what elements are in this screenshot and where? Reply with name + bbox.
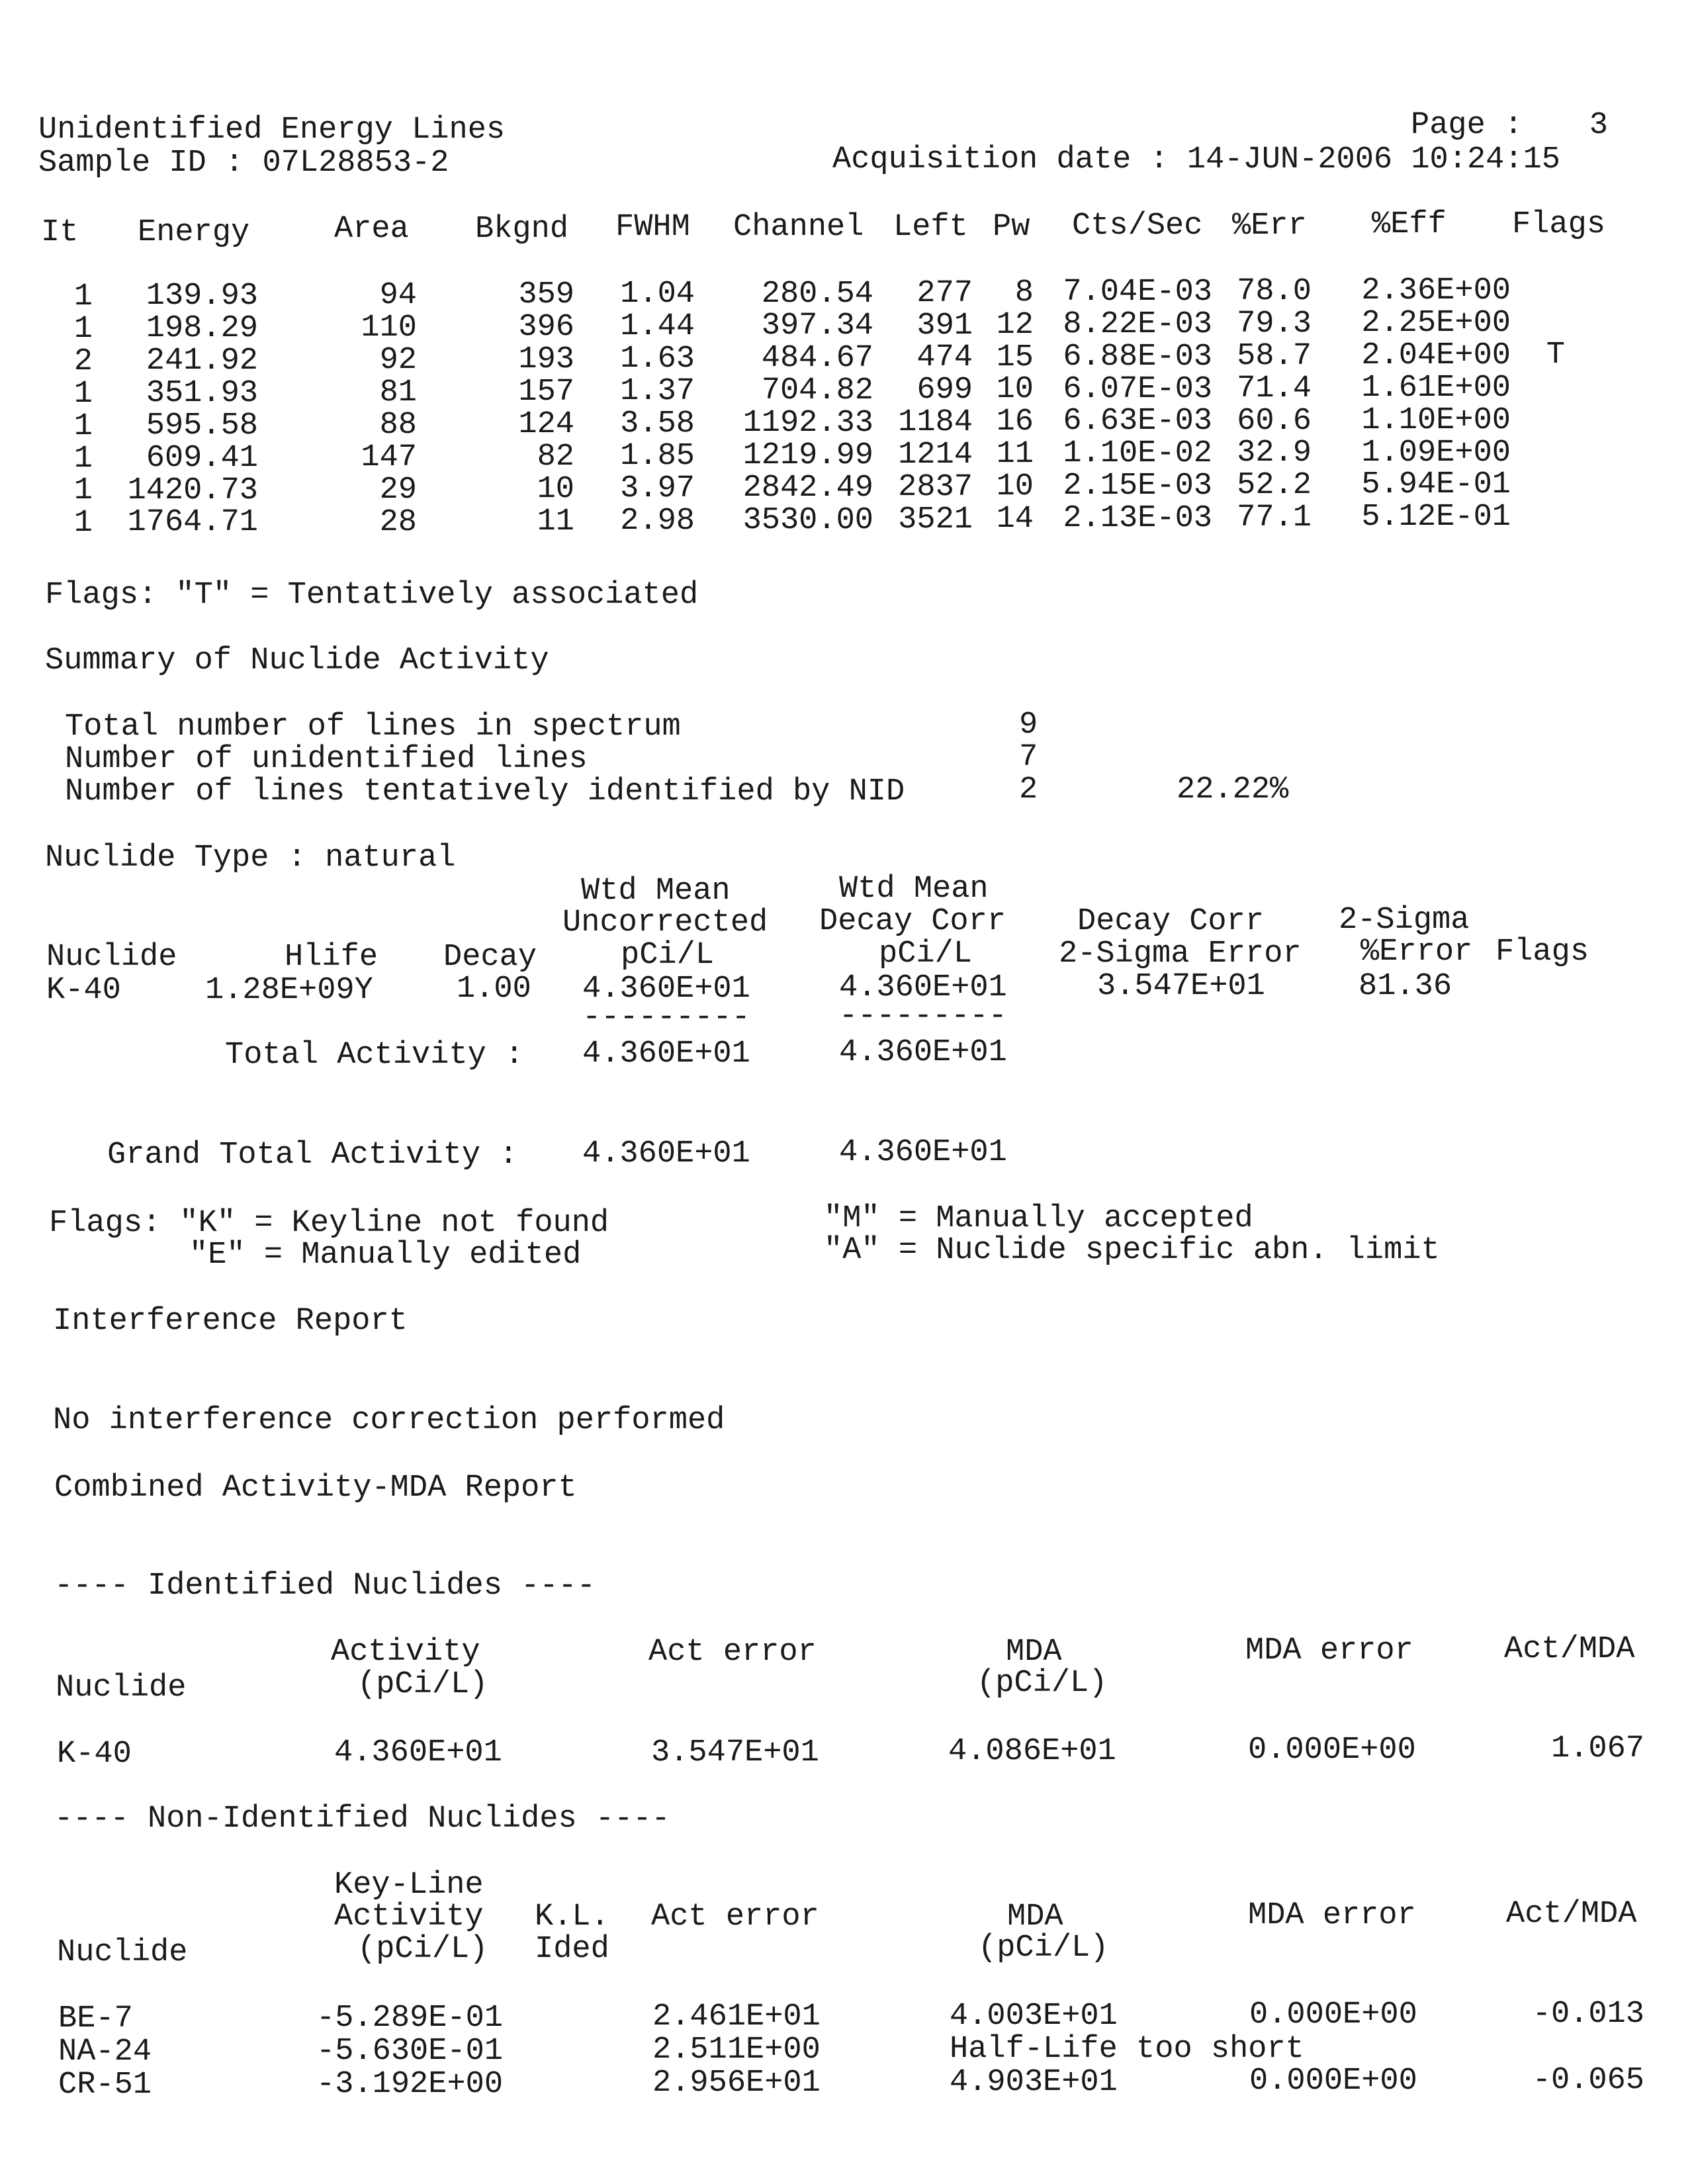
id-mda-error-header: MDA error	[1245, 1633, 1413, 1668]
flags-note-tentative: Flags: "T" = Tentatively associated	[45, 578, 699, 613]
nid-mda-header-2: (pCi/L)	[978, 1931, 1109, 1966]
nid-mda-header-1: MDA	[1007, 1899, 1063, 1934]
grand-total-decay-corr: 4.360E+01	[839, 1135, 1007, 1170]
total-activity-decay-corr: 4.360E+01	[839, 1035, 1007, 1070]
cell-energy: 609.41	[146, 440, 258, 476]
nid-row-nuclide: BE-7	[58, 2001, 133, 2036]
cell-err: 71.4	[1237, 371, 1312, 406]
total-activity-label: Total Activity :	[225, 1038, 524, 1073]
cell-left: 391	[916, 308, 973, 343]
cell-pw: 10	[996, 469, 1034, 505]
id-act-error-header: Act error	[648, 1635, 817, 1670]
id-row-mda-error: 0.000E+00	[1248, 1733, 1416, 1768]
cell-cts-sec: 6.07E-03	[1063, 371, 1212, 407]
col-header-it: It	[41, 215, 79, 250]
col-header-bkgnd: Bkgnd	[475, 212, 569, 247]
cell-area: 110	[361, 310, 417, 346]
hlife-header: Hlife	[285, 940, 379, 975]
cell-eff: 5.12E-01	[1361, 500, 1511, 535]
cell-eff: 2.25E+00	[1361, 305, 1511, 341]
cell-area: 29	[379, 472, 417, 508]
nid-row-act-error: 2.511E+00	[652, 2032, 821, 2068]
cell-bkgnd: 11	[537, 504, 574, 539]
cell-fwhm: 1.85	[620, 438, 695, 474]
total-activity-uncorrected: 4.360E+01	[582, 1036, 750, 1071]
col-header-channel: Channel	[733, 210, 864, 245]
cell-cts-sec: 6.88E-03	[1063, 339, 1212, 375]
cell-it: 1	[73, 473, 93, 509]
cell-fwhm: 1.37	[620, 374, 695, 410]
nid-row-mda: 4.903E+01	[950, 2064, 1118, 2100]
nid-keyline-header-1: Key-Line	[334, 1868, 484, 1903]
nid-keyline-header-2: Activity	[334, 1899, 484, 1934]
col-header-left: Left	[893, 210, 968, 245]
id-row-act-mda: 1.067	[1550, 1731, 1644, 1766]
cell-energy: 198.29	[146, 311, 258, 346]
report-title: Unidentified Energy Lines	[38, 113, 506, 148]
cell-left: 1184	[898, 405, 973, 441]
id-mda-header-2: (pCi/L)	[977, 1666, 1108, 1701]
nid-kl-ided-header-1: K.L.	[535, 1899, 609, 1934]
col-header-flags: Flags	[1512, 207, 1606, 242]
cell-err: 32.9	[1237, 435, 1312, 471]
cell-pw: 12	[996, 307, 1034, 343]
row-sigma-pct: 81.36	[1359, 969, 1452, 1004]
cell-pw: 11	[996, 437, 1034, 473]
acquisition-date: Acquisition date : 14-JUN-2006 10:24:15	[832, 142, 1560, 177]
flag-abn-limit: "A" = Nuclide specific abn. limit	[824, 1233, 1440, 1268]
cell-err: 79.3	[1237, 306, 1312, 341]
cell-bkgnd: 396	[518, 310, 574, 345]
tentative-lines-percent: 22.22%	[1177, 772, 1289, 807]
summary-title: Summary of Nuclide Activity	[45, 643, 549, 678]
cell-it: 2	[73, 343, 93, 379]
cell-left: 3521	[898, 502, 973, 537]
cell-channel: 280.54	[761, 276, 873, 312]
decay-corr-header-2: Decay Corr	[819, 904, 1006, 939]
cell-energy: 139.93	[146, 279, 258, 314]
total-lines-label: Total number of lines in spectrum	[65, 709, 681, 745]
cell-bkgnd: 359	[518, 277, 574, 313]
cell-it: 1	[73, 408, 93, 444]
cell-fwhm: 2.98	[620, 503, 695, 539]
page-number: 3	[1589, 108, 1608, 143]
cell-it: 1	[73, 311, 93, 347]
nid-row-act-mda: -0.065	[1532, 2062, 1644, 2098]
cell-it: 1	[73, 279, 93, 314]
cell-channel: 397.34	[761, 308, 873, 344]
cell-channel: 484.67	[761, 341, 873, 377]
cell-channel: 3530.00	[742, 502, 873, 538]
cell-cts-sec: 7.04E-03	[1063, 274, 1212, 310]
nid-row-act-error: 2.956E+01	[652, 2066, 821, 2101]
identified-nuclides-heading: ---- Identified Nuclides ----	[54, 1569, 596, 1604]
cell-eff: 2.04E+00	[1361, 338, 1511, 373]
nid-row-mda: Half-Life too short	[950, 2031, 1304, 2067]
total-lines-value: 9	[1019, 707, 1038, 743]
id-nuclide-header: Nuclide	[56, 1670, 187, 1706]
uncorrected-header-1: Wtd Mean	[581, 874, 731, 909]
cell-bkgnd: 82	[537, 439, 574, 475]
cell-pw: 10	[996, 372, 1034, 408]
nid-row-mda-error: 0.000E+00	[1249, 2064, 1417, 2099]
nid-row-keyline-activity: -5.630E-01	[316, 2033, 504, 2069]
decay-corr-divider: ---------	[839, 999, 1007, 1034]
sigma-pct-header-2: %Error	[1360, 934, 1473, 970]
cell-energy: 595.58	[146, 408, 258, 443]
cell-area: 92	[379, 343, 417, 378]
nid-row-mda: 4.003E+01	[950, 1998, 1118, 2034]
cell-energy: 1420.73	[127, 473, 258, 508]
cell-fwhm: 1.04	[620, 277, 695, 312]
cell-eff: 5.94E-01	[1361, 467, 1511, 503]
cell-left: 474	[916, 340, 973, 376]
tentative-lines-value: 2	[1019, 772, 1038, 807]
col-header-fwhm: FWHM	[615, 210, 690, 245]
row-hlife: 1.28E+09Y	[205, 973, 373, 1008]
grand-total-uncorrected: 4.360E+01	[582, 1136, 750, 1171]
uncorrected-header-3: pCi/L	[621, 938, 715, 973]
cell-area: 28	[379, 504, 417, 540]
col-header-cts-sec: Cts/Sec	[1072, 208, 1203, 244]
cell-it: 1	[73, 441, 93, 477]
unidentified-lines-label: Number of unidentified lines	[65, 742, 588, 777]
decay-corr-header-1: Wtd Mean	[839, 872, 989, 907]
nid-row-nuclide: NA-24	[58, 2034, 152, 2070]
cell-left: 277	[916, 275, 973, 311]
cell-flag: T	[1546, 337, 1565, 373]
row-decay: 1.00	[457, 972, 531, 1007]
col-header-err: %Err	[1232, 208, 1307, 244]
cell-channel: 2842.49	[742, 470, 873, 506]
cell-area: 88	[379, 407, 417, 443]
uncorrected-divider: ---------	[582, 1000, 750, 1035]
col-header-eff: %Eff	[1372, 207, 1447, 242]
flag-keyline-not-found: Flags: "K" = Keyline not found	[49, 1206, 609, 1241]
activity-flags-header: Flags	[1495, 934, 1589, 970]
cell-pw: 8	[1014, 275, 1034, 310]
nid-row-mda-error: 0.000E+00	[1249, 1997, 1417, 2032]
row-nuclide: K-40	[46, 973, 121, 1008]
sigma-error-header-1: Decay Corr	[1077, 904, 1265, 939]
col-header-pw: Pw	[993, 210, 1030, 245]
cell-pw: 15	[996, 340, 1034, 375]
nid-row-keyline-activity: -5.289E-01	[316, 2000, 504, 2036]
col-header-area: Area	[334, 212, 409, 247]
id-row-nuclide: K-40	[57, 1737, 132, 1772]
nid-row-act-mda: -0.013	[1532, 1996, 1644, 2032]
cell-err: 77.1	[1237, 500, 1312, 536]
nid-nuclide-header: Nuclide	[57, 1935, 188, 1970]
cell-area: 94	[379, 278, 417, 314]
id-row-mda: 4.086E+01	[948, 1734, 1116, 1769]
unidentified-lines-value: 7	[1019, 740, 1038, 775]
sample-id: Sample ID : 07L28853-2	[38, 146, 449, 181]
cell-fwhm: 3.97	[620, 471, 695, 506]
cell-it: 1	[73, 506, 93, 541]
cell-fwhm: 3.58	[620, 406, 695, 441]
cell-area: 147	[361, 439, 417, 475]
cell-cts-sec: 6.63E-03	[1063, 404, 1212, 439]
nid-act-error-header: Act error	[651, 1899, 819, 1934]
page-label: Page :	[1411, 108, 1523, 143]
cell-channel: 704.82	[761, 373, 873, 409]
cell-it: 1	[73, 376, 93, 412]
grand-total-label: Grand Total Activity :	[107, 1138, 518, 1173]
cell-pw: 14	[996, 502, 1034, 537]
cell-err: 52.2	[1237, 468, 1312, 504]
cell-eff: 2.36E+00	[1361, 273, 1511, 308]
cell-area: 81	[379, 375, 417, 410]
flag-manually-accepted: "M" = Manually accepted	[824, 1201, 1253, 1236]
nid-row-act-error: 2.461E+01	[652, 1999, 821, 2034]
nid-row-nuclide: CR-51	[58, 2068, 152, 2103]
cell-eff: 1.61E+00	[1361, 370, 1511, 406]
row-sigma-error: 3.547E+01	[1097, 969, 1265, 1004]
id-row-activity: 4.360E+01	[334, 1735, 502, 1770]
cell-err: 60.6	[1237, 403, 1312, 439]
cell-cts-sec: 2.13E-03	[1063, 501, 1212, 537]
interference-message: No interference correction performed	[53, 1403, 725, 1438]
cell-bkgnd: 10	[537, 471, 574, 507]
interference-title: Interference Report	[53, 1304, 408, 1339]
cell-cts-sec: 1.10E-02	[1063, 436, 1212, 472]
cell-bkgnd: 157	[518, 375, 574, 410]
id-row-act-error: 3.547E+01	[651, 1735, 819, 1770]
id-act-mda-header: Act/MDA	[1504, 1632, 1635, 1667]
id-activity-header-1: Activity	[331, 1635, 480, 1670]
uncorrected-header-2: Uncorrected	[562, 905, 768, 940]
combined-report-title: Combined Activity-MDA Report	[54, 1471, 577, 1506]
cell-eff: 1.09E+00	[1361, 435, 1511, 471]
cell-bkgnd: 124	[518, 406, 574, 442]
cell-cts-sec: 8.22E-03	[1063, 306, 1212, 342]
sigma-pct-header-1: 2-Sigma	[1339, 903, 1470, 938]
cell-fwhm: 1.63	[620, 341, 695, 377]
nid-act-mda-header: Act/MDA	[1506, 1897, 1637, 1932]
cell-left: 699	[916, 373, 973, 408]
nid-keyline-header-3: (pCi/L)	[357, 1932, 488, 1967]
non-identified-nuclides-heading: ---- Non-Identified Nuclides ----	[54, 1801, 670, 1837]
nuclide-type: Nuclide Type : natural	[45, 841, 456, 876]
cell-err: 78.0	[1237, 273, 1312, 309]
decay-corr-header-3: pCi/L	[879, 936, 973, 972]
tentative-lines-label: Number of lines tentatively identified by NID	[65, 774, 905, 809]
id-activity-header-2: (pCi/L)	[357, 1667, 488, 1702]
nid-kl-ided-header-2: Ided	[535, 1932, 609, 1967]
nuclide-header: Nuclide	[46, 940, 177, 975]
cell-cts-sec: 2.15E-03	[1063, 469, 1212, 504]
cell-energy: 1764.71	[127, 505, 258, 541]
cell-left: 1214	[898, 437, 973, 473]
row-uncorrected: 4.360E+01	[582, 972, 750, 1007]
cell-pw: 16	[996, 404, 1034, 440]
cell-eff: 1.10E+00	[1361, 402, 1511, 438]
col-header-energy: Energy	[138, 215, 250, 250]
id-mda-header-1: MDA	[1006, 1635, 1062, 1670]
nid-mda-error-header: MDA error	[1248, 1898, 1416, 1933]
cell-channel: 1219.99	[742, 438, 873, 473]
cell-err: 58.7	[1237, 338, 1312, 374]
flag-manually-edited: "E" = Manually edited	[189, 1238, 582, 1273]
cell-energy: 241.92	[146, 343, 258, 379]
cell-fwhm: 1.44	[620, 309, 695, 345]
cell-channel: 1192.33	[742, 406, 873, 441]
nid-row-keyline-activity: -3.192E+00	[316, 2066, 504, 2102]
row-decay-corr: 4.360E+01	[839, 970, 1007, 1005]
sigma-error-header-2: 2-Sigma Error	[1059, 936, 1302, 972]
cell-bkgnd: 193	[518, 342, 574, 378]
cell-energy: 351.93	[146, 375, 258, 411]
decay-header: Decay	[443, 940, 537, 975]
cell-left: 2837	[898, 470, 973, 505]
